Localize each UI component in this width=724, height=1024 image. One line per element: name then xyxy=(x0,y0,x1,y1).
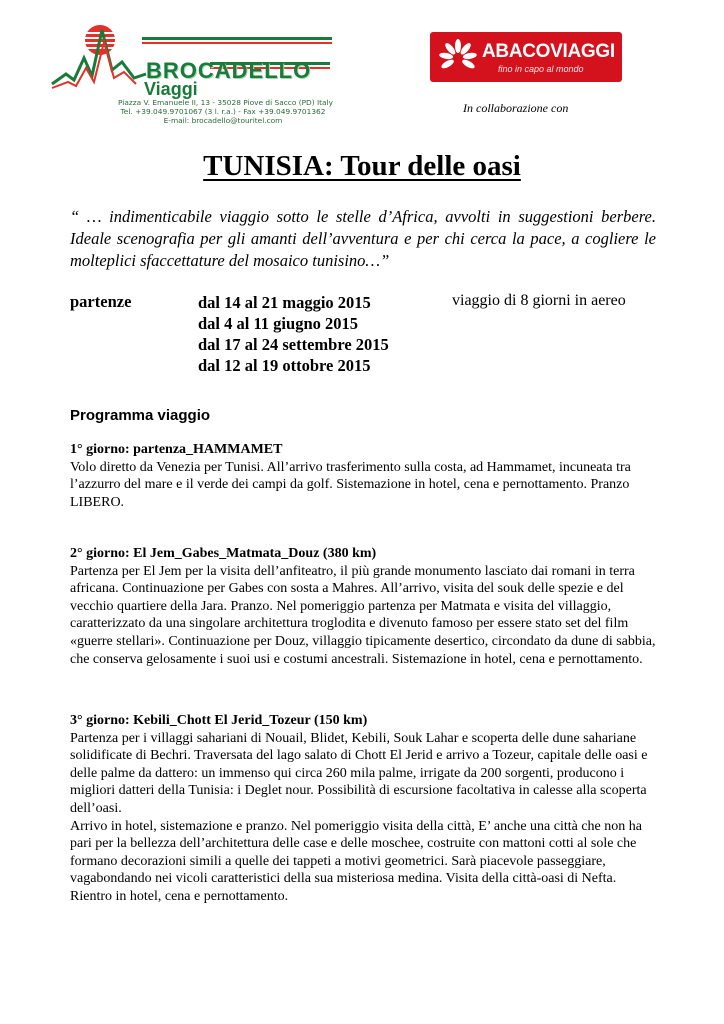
day-text-continued: Arrivo in hotel, sistemazione e pranzo. Nel pomeriggio visita della città, E’ anche una città che non ha pari per la bellezza dell’architettura delle case e delle moschee, costruite con mattoni cotti al sole che formano decorazioni simili a quelle dei tappeti a motivi geometrici. Sarà piacevole passeggiare, vagabondando nei vicoli caratteristici della sua misteriosa medina. Visita della città-oasi di Nefta. Rientro in hotel, cena e pernottamento. xyxy=(70,818,642,904)
departure-date: dal 17 al 24 settembre 2015 xyxy=(198,335,389,354)
day-title: 1° giorno: partenza_HAMMAMET xyxy=(70,442,283,457)
brocadello-logo xyxy=(50,22,340,125)
brand-subname: Viaggi xyxy=(144,79,198,99)
departures-label: partenze xyxy=(70,292,132,311)
email-line: E-mail: brocadello@touritel.com xyxy=(163,116,283,125)
page-title xyxy=(0,150,724,183)
day-title: 3° giorno: Kebili_Chott El Jerid_Tozeur (150 km) xyxy=(70,713,368,728)
collaboration-note: In collaborazione con xyxy=(463,101,569,115)
fan-emblem-icon xyxy=(438,38,478,76)
brand-name: BROCADELLO xyxy=(146,58,312,83)
day-title: 2° giorno: El Jem_Gabes_Matmata_Douz (380 km) xyxy=(70,546,377,561)
day-section xyxy=(70,712,660,906)
phone-line: Tel. +39.049.9701067 (3 l. r.a.) - Fax +39.049.9701362 xyxy=(120,107,326,116)
abacoviaggi-logo xyxy=(430,32,622,82)
intro-quote: “ … indimenticabile viaggio sotto le stelle d’Africa, avvolti in suggestioni berbere. Ideale scenografia per gli amanti dell’avventura e per chi cerca la pace, a cogliere le molteplici sfaccettature del mosaico tunisino…” xyxy=(70,207,656,270)
day-section xyxy=(70,545,660,668)
day-text: Partenza per El Jem per la visita dell’anfiteatro, il più grande monumento lasciato dai romani in terra africana. Continuazione per Gabes con sosta a Mahres. All’arrivo, visita del souk delle spezie e del vecchio quartiere della Jara. Pranzo. Nel pomeriggio partenza per Matmata e visita del villaggio, caratterizzato da una singolare architettura troglodita e divenuto famoso per essere stato set del film «guerre stellari». Continuazione per Douz, villaggio tipicamente desertico, circondato da dune di sabbia, che conserva gelosamente i suoi usi e costumi ancestrali. Sistemazione in hotel, cena e pernottamento. xyxy=(70,563,656,667)
day-section xyxy=(70,441,660,511)
departure-date: dal 14 al 21 maggio 2015 xyxy=(198,293,371,312)
departure-date: dal 12 al 19 ottobre 2015 xyxy=(198,356,371,375)
trip-duration-note: viaggio di 8 giorni in aereo xyxy=(452,292,626,309)
program-heading: Programma viaggio xyxy=(70,407,211,424)
day-text: Partenza per i villaggi sahariani di Nouail, Blidet, Kebili, Souk Lahar e scoperta delle dune sahariane solidificate di Bechri. Traversata del lago salato di Chott El Jerid e arrivo a Tozeur, capitale delle oasi e delle palme da dattero: un immenso qui circa 260 mila palme, irrigate da 200 sorgenti, producono i migliori datteri della Tunisia: i Deglet nour. Possibilità di escursione facoltativa in calesse alla scoperta dell’oasi. xyxy=(70,730,648,816)
letterhead xyxy=(0,0,724,125)
partner-name: ABACOVIAGGI xyxy=(482,41,615,62)
departure-date: dal 4 al 11 giugno 2015 xyxy=(198,314,358,333)
partner-tagline: fino in capo al mondo xyxy=(498,64,584,74)
day-text: Volo diretto da Venezia per Tunisi. All’arrivo trasferimento sulla costa, ad Hammamet, incuneata tra l’azzurro del mare e il verde dei campi da golf. Sistemazione in hotel, cena e pernottamento. Pranzo LIBERO. xyxy=(70,459,631,510)
page-title-text: TUNISIA: Tour delle oasi xyxy=(203,150,521,182)
address-line: Piazza V. Emanuele II, 13 - 35028 Piove di Sacco (PD) Italy xyxy=(118,98,334,107)
departure-dates xyxy=(198,292,389,376)
